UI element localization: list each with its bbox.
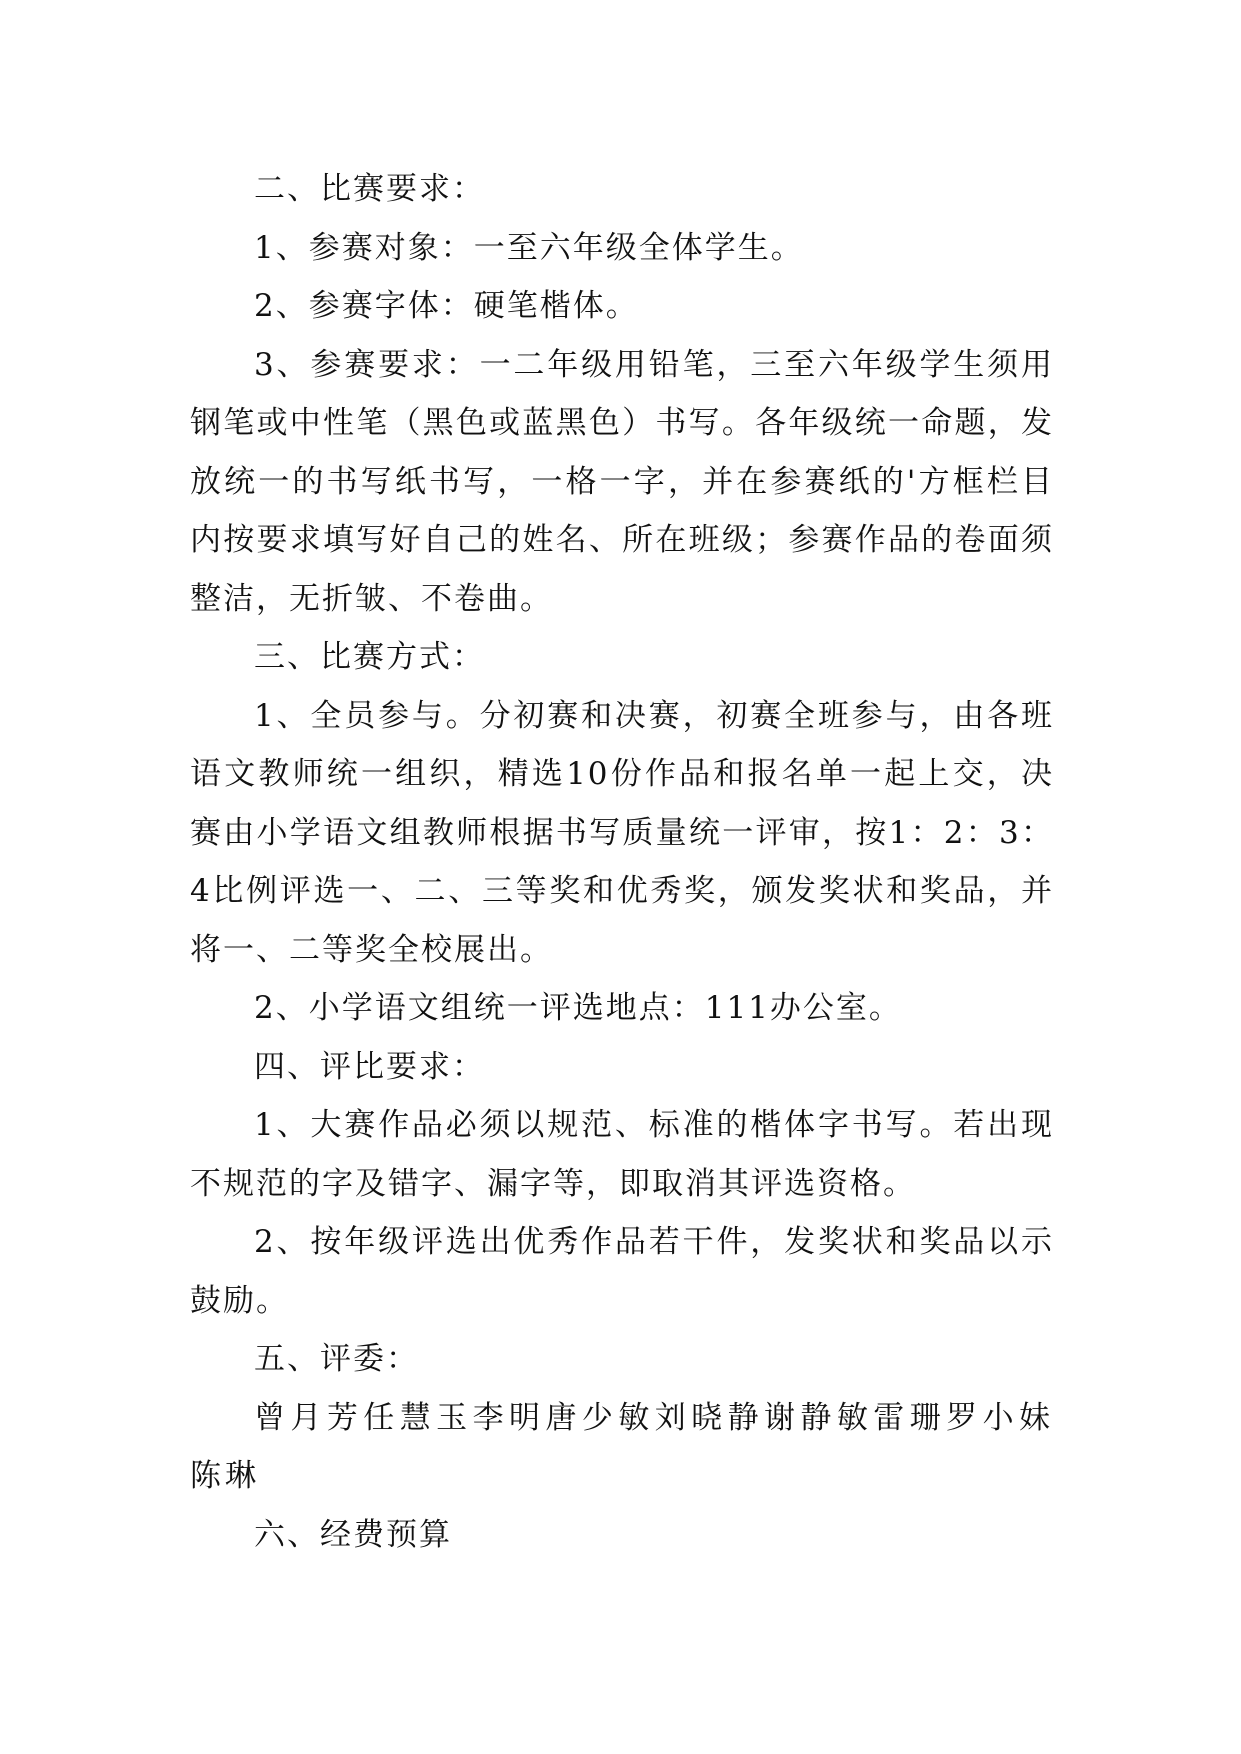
paragraph-judge-names: 曾月芳任慧玉李明唐少敏刘晓静谢静敏雷珊罗小妹陈琳 [190, 1399, 1054, 1494]
paragraph-participants: 1、参赛对象：一至六年级全体学生。 [254, 229, 804, 266]
section-heading-judges: 五、评委： [254, 1341, 419, 1377]
paragraph-awards: 2、按年级评选出优秀作品若干件，发奖状和奖品以示鼓励。 [190, 1224, 1054, 1319]
paragraph-venue: 2、小学语文组统一评选地点：111办公室。 [254, 990, 902, 1026]
paragraph-standard-script: 1、大赛作品必须以规范、标准的楷体字书写。若出现不规范的字及错字、漏字等，即取消其评选资格。 [190, 1107, 1054, 1202]
section-heading-format: 三、比赛方式： [254, 639, 485, 675]
document-body [190, 160, 1054, 1564]
paragraph-font: 2、参赛字体：硬笔楷体。 [254, 288, 639, 324]
paragraph-entry-requirements: 3、参赛要求：一二年级用铅笔，三至六年级学生须用钢笔或中性笔（黑色或蓝黑色）书写。各年级统一命题，发放统一的书写纸书写，一格一字，并在参赛纸的'方框栏目内按要求填写好自己的姓名、所在班级；参赛作品的卷面须整洁，无折皱、不卷曲。 [190, 346, 1054, 617]
paragraph-full-participation: 1、全员参与。分初赛和决赛，初赛全班参与，由各班语文教师统一组织，精选10份作品和报名单一起上交，决赛由小学语文组教师根据书写质量统一评审，按1：2：3：4比例评选一、二、三等奖和优秀奖，颁发奖状和奖品，并将一、二等奖全校展出。 [190, 697, 1054, 968]
section-heading-judging-requirements: 四、评比要求： [254, 1048, 485, 1085]
section-heading-requirements: 二、比赛要求： [254, 171, 485, 207]
section-heading-budget: 六、经费预算 [254, 1516, 452, 1553]
